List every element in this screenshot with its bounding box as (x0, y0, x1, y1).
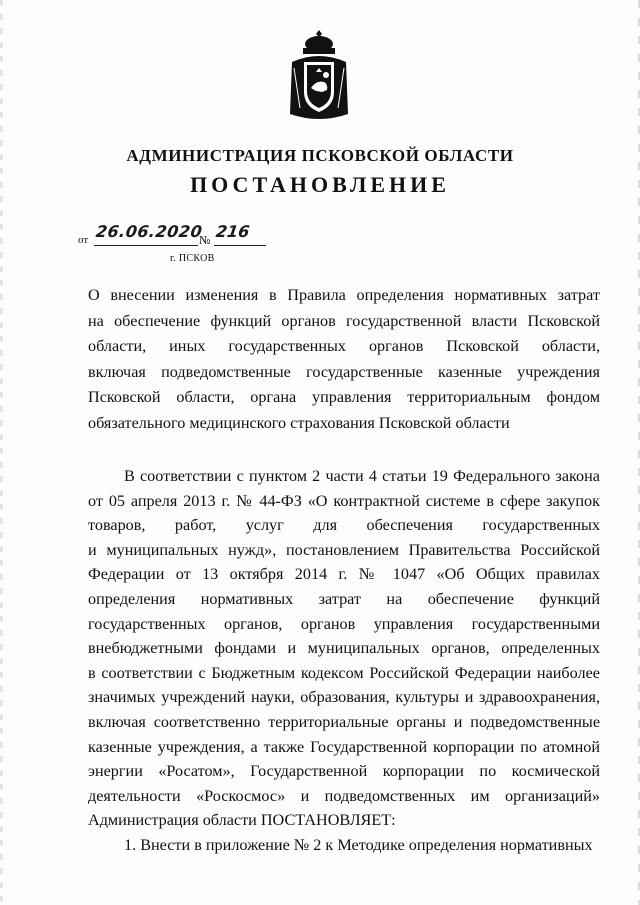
body-line: государственных органов, органов управления государственными (88, 614, 600, 633)
subject-line: О внесении изменения в Правила определения нормативных затрат (88, 286, 600, 304)
number-label: № (199, 233, 211, 247)
dateline (78, 224, 278, 250)
body-line: определения нормативных затрат на обеспечение функций (88, 589, 600, 608)
body-line: В соответствии с пунктом 2 части 4 статьи 19 Федерального закона (124, 467, 600, 485)
document-subject (88, 283, 600, 437)
from-label: от (78, 234, 89, 246)
body-line: внебюджетными фондами и муниципальных органов, определенных (88, 639, 600, 658)
date-underline (94, 245, 198, 246)
handwritten-date: 26.06.2020 (94, 222, 204, 241)
body-line: от 05 апреля 2013 г. № 44-ФЗ «О контрактной системе в сфере закупок (88, 491, 600, 510)
organization-title: АДМИНИСТРАЦИЯ ПСКОВСКОЙ ОБЛАСТИ (126, 146, 514, 165)
document-type: ПОСТАНОВЛЕНИЕ (190, 172, 450, 197)
body-line: деятельности «Роскосмос» и подведомственных им организаций» (88, 786, 600, 805)
body-line: и муниципальных нужд», постановлением Правительства Российской (88, 540, 600, 559)
body-line: в соответствии с Бюджетным кодексом Российской Федерации наиболее (88, 663, 600, 682)
document-body (88, 464, 600, 858)
pskov-coat-of-arms-icon (286, 28, 352, 124)
subject-line: области, иных государственных органов Псковской области, (88, 337, 600, 356)
number-underline (214, 245, 266, 246)
subject-line: на обеспечение функций органов государственной власти Псковской (88, 311, 600, 330)
body-line: Администрация области ПОСТАНОВЛЯЕТ: (88, 811, 396, 830)
body-line: энергии «Росатом», Государственной корпорации по космической (88, 762, 600, 781)
body-line: значимых учреждений науки, образования, культуры и здравоохранения, (88, 688, 600, 707)
body-line: товаров, работ, услуг для обеспечения государственных (88, 516, 600, 535)
body-line: Федерации от 13 октября 2014 г. № 1047 «Об Общих правилах (88, 565, 600, 584)
handwritten-number: 216 (214, 222, 251, 241)
body-line: включая соответственно территориальные органы и подведомственные (88, 712, 600, 731)
subject-line: Псковской области, органа управления территориальным фондом (88, 388, 600, 407)
body-line: 1. Внести в приложение № 2 к Методике определения нормативных (124, 835, 593, 854)
scan-edge-left (0, 0, 3, 905)
subject-line: обязательного медицинского страхования Псковской области (88, 413, 510, 432)
city-label: г. ПСКОВ (170, 253, 215, 264)
subject-line: включая подведомственные государственные казенные учреждения (88, 362, 600, 381)
body-line: казенные учреждения, а также Государственной корпорации по атомной (88, 737, 600, 756)
